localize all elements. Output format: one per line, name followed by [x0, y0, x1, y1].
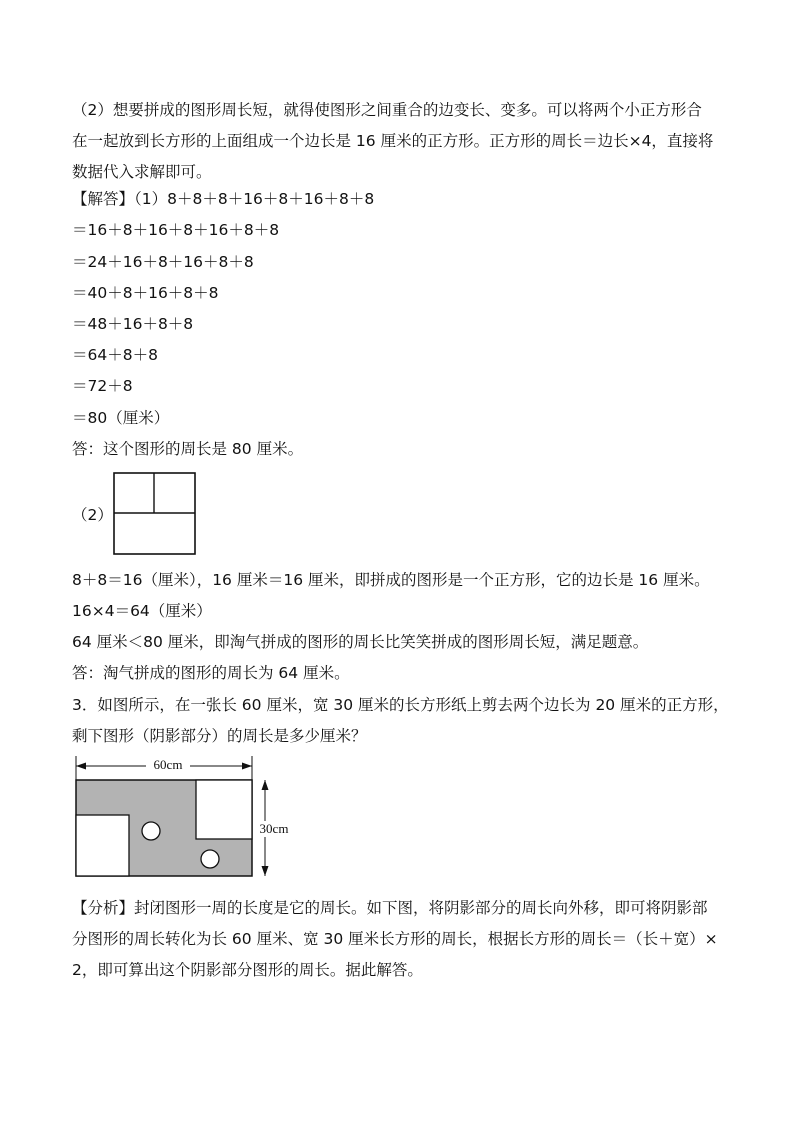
question-3-cont: 剩下图形（阴影部分）的周长是多少厘米？ — [72, 727, 367, 745]
circle-mark — [142, 822, 160, 840]
arrow-head-right — [242, 763, 252, 770]
part2-explanation — [72, 95, 732, 188]
calc-step: ＝16＋8＋16＋8＋16＋8＋8 — [72, 221, 280, 239]
calc-step: ＝72＋8 — [72, 377, 133, 395]
calc-step: ＝48＋16＋8＋8 — [72, 315, 194, 333]
part2-line: 16×4＝64（厘米） — [72, 602, 212, 620]
part2-line: 64 厘米＜80 厘米，即淘气拼成的图形的周长比笑笑拼成的图形周长短，满足题意。 — [72, 633, 649, 651]
text-line: 在一起放到长方形的上面组成一个边长是 16 厘米的正方形。正方形的周长＝边长×4，直接将 — [72, 132, 714, 150]
answer-2: 答：淘气拼成的图形的周长为 64 厘米。 — [72, 664, 350, 682]
calc-step: ＝40＋8＋16＋8＋8 — [72, 284, 219, 302]
arrow-head-up — [262, 780, 269, 790]
cutout-square-left — [76, 815, 129, 876]
arrow-head-left — [76, 763, 86, 770]
arrow-head-down — [262, 866, 269, 876]
calc-step: ＝64＋8＋8 — [72, 346, 158, 364]
question-3: 3．如图所示，在一张长 60 厘米，宽 30 厘米的长方形纸上剪去两个边长为 20 厘米的正方形， — [72, 696, 729, 714]
cutout-square-right — [196, 780, 252, 839]
part2-line: 8＋8＝16（厘米），16 厘米＝16 厘米，即拼成的图形是一个正方形，它的边长是 16 厘米。 — [72, 571, 710, 589]
height-label: 30cm — [259, 821, 289, 836]
text-line: 2，即可算出这个阴影部分图形的周长。据此解答。 — [72, 961, 423, 979]
part2-label: （2） — [72, 506, 113, 524]
shaded-figure — [60, 752, 300, 882]
text-line: 【分析】封闭图形一周的长度是它的周长。如下图，将阴影部分的周长向外移，即可将阴影部 — [72, 899, 708, 917]
analysis — [72, 893, 732, 986]
square-diagram — [113, 472, 197, 556]
solution-header: 【解答】（1）8＋8＋8＋16＋8＋16＋8＋8 — [72, 190, 375, 208]
calc-step: ＝24＋16＋8＋16＋8＋8 — [72, 253, 254, 271]
text-line: 数据代入求解即可。 — [72, 163, 212, 181]
text-line: （2）想要拼成的图形周长短，就得使图形之间重合的边变长、变多。可以将两个小正方形合 — [72, 101, 702, 119]
calc-step: ＝80（厘米） — [72, 409, 170, 427]
answer-1: 答：这个图形的周长是 80 厘米。 — [72, 440, 304, 458]
circle-mark — [201, 850, 219, 868]
text-line: 分图形的周长转化为长 60 厘米、宽 30 厘米长方形的周长，根据长方形的周长＝（长＋宽）× — [72, 930, 718, 948]
width-label: 60cm — [153, 757, 183, 772]
